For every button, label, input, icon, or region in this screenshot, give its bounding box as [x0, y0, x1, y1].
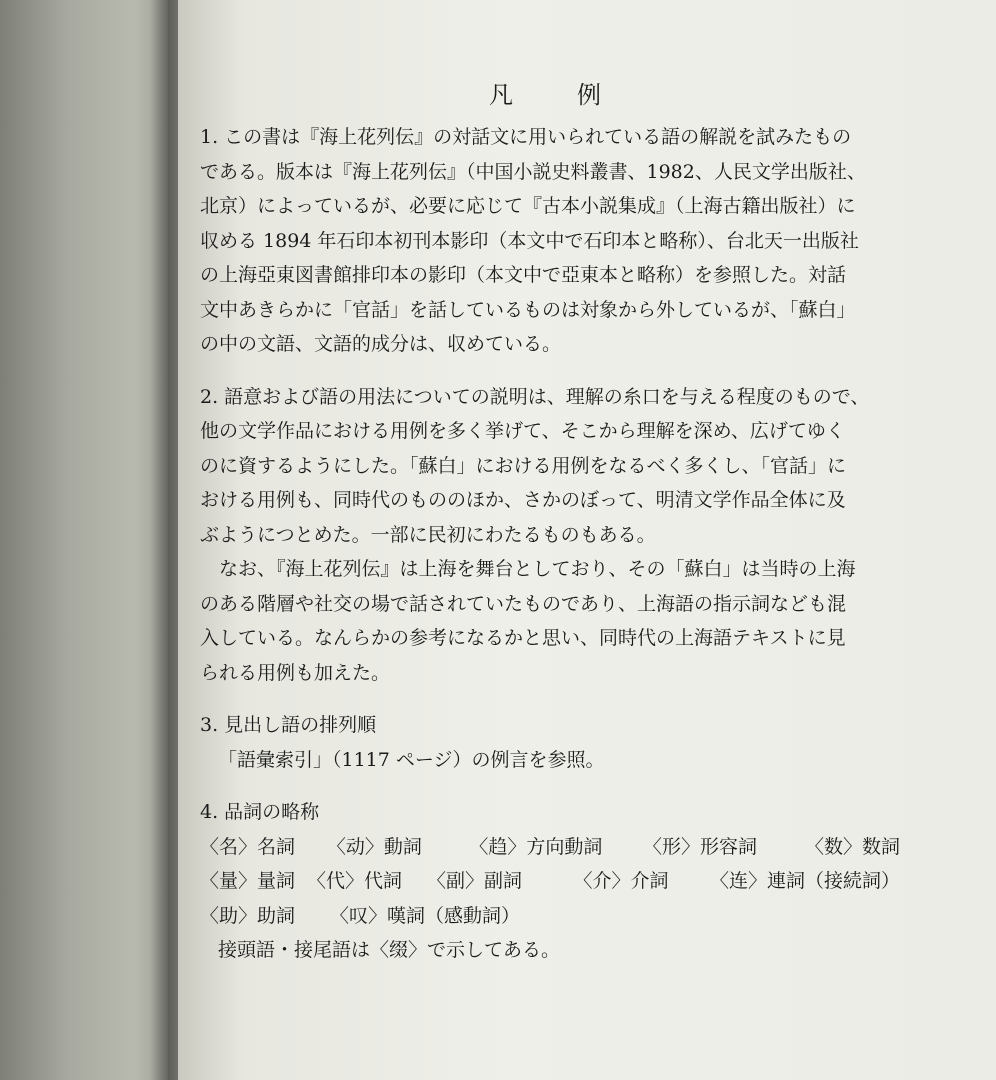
section-2-line: 他の文学作品における用例を多く挙げて、そこから理解を深め、広げてゆく — [200, 420, 845, 442]
pos-abbrev: 〈量〉量詞 — [200, 870, 296, 892]
section-1 — [200, 120, 900, 362]
pos-abbrev: 〈名〉名詞 — [200, 835, 296, 858]
right-page — [178, 0, 996, 1080]
section-2-line: のに資するようにした。「蘇白」における用例をなるべく多くし、「官話」に — [200, 454, 847, 477]
section-3-heading: 3. 見出し語の排列順 — [200, 714, 377, 736]
section-3-text: 「語彙索引」（1117 ページ）の例言を参照。 — [218, 748, 605, 771]
section-1-line: の中の文語、文語的成分は、収めている。 — [200, 333, 562, 355]
pos-abbrev: 〈连〉連詞（接続詞） — [710, 870, 901, 892]
pos-abbrev: 〈趋〉方向動詞 — [469, 835, 603, 858]
pos-row — [200, 864, 900, 899]
pos-abbrev: 〈数〉数詞 — [804, 835, 900, 858]
pos-row — [200, 830, 900, 865]
page-content — [200, 70, 900, 968]
section-2-line: おける用例も、同時代のもののほか、さかのぼって、明清文学作品全体に及 — [200, 489, 846, 511]
pos-abbrev: 〈代〉代詞 — [306, 870, 402, 892]
pos-abbrev: 〈叹〉嘆詞（感動詞） — [330, 904, 521, 927]
section-4-footer: 接頭語・接尾語は〈缀〉で示してある。 — [218, 939, 561, 961]
section-2-note-line: 入している。なんらかの参考になるかと思い、同時代の上海語テキストに見 — [200, 627, 846, 649]
pos-abbrev: 〈助〉助詞 — [200, 904, 296, 927]
section-4 — [200, 795, 900, 968]
left-page — [0, 0, 168, 1080]
pos-abbrev: 〈副〉副詞 — [427, 870, 523, 892]
section-1-line: 北京）によっているが、必要に応じて『古本小説集成』（上海古籍出版社）に — [200, 195, 856, 217]
pos-abbrev: 〈形〉形容詞 — [643, 835, 758, 858]
section-1-line: 文中あきらかに「官話」を話しているものは対象から外しているが、「蘇白」 — [200, 298, 856, 321]
section-1-line: である。版本は『海上花列伝』（中国小説史料叢書、1982、人民文学出版社、 — [200, 160, 866, 183]
section-2-line: ぶようにつとめた。一部に民初にわたるものもある。 — [200, 523, 656, 546]
section-2-line: 2. 語意および語の用法についての説明は、理解の糸口を与える程度のもので、 — [200, 385, 870, 408]
pos-row — [200, 899, 900, 934]
section-2-note-line: なお、『海上花列伝』は上海を舞台としており、その「蘇白」は当時の上海 — [219, 558, 856, 580]
pos-abbrev: 〈介〉介詞 — [573, 870, 669, 892]
section-2-note-line: られる用例も加えた。 — [200, 661, 391, 684]
pos-abbrev: 〈动〉動詞 — [326, 835, 422, 858]
section-2 — [200, 380, 900, 691]
section-4-heading: 4. 品詞の略称 — [200, 801, 320, 823]
section-1-line: 1. この書は『海上花列伝』の対話文に用いられている語の解説を試みたもの — [200, 126, 852, 148]
section-1-line: 収める 1894 年石印本初刊本影印（本文中で石印本と略称）、台北天一出版社 — [200, 229, 859, 252]
page-title: 凡 例 — [489, 81, 621, 109]
section-1-line: の上海亞東図書館排印本の影印（本文中で亞東本と略称）を参照した。対話 — [200, 264, 847, 286]
section-2-note-line: のある階層や社交の場で話されていたものであり、上海語の指示詞なども混 — [200, 592, 847, 615]
section-3 — [200, 708, 900, 777]
